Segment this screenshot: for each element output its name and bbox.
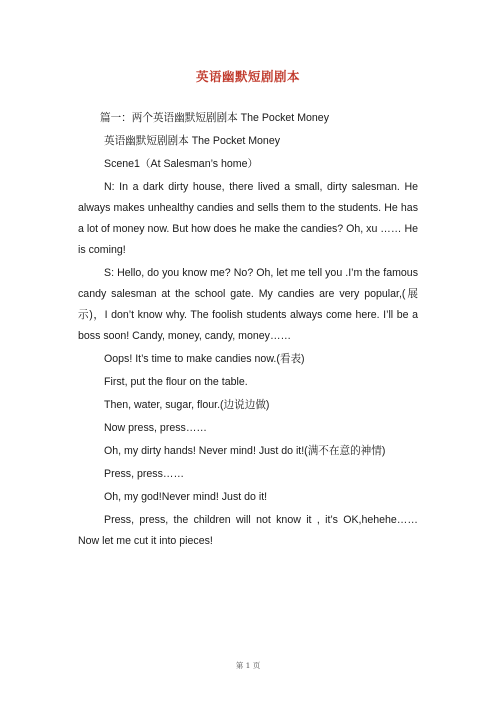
paragraph-line: Oh, my dirty hands! Never mind! Just do it!(满不在意的神情) xyxy=(104,445,386,457)
paragraph-line: Oh, my god!Never mind! Just do it! xyxy=(104,491,268,503)
paragraph-line: Then, water, sugar, flour.(边说边做) xyxy=(104,399,270,411)
page-number: 第 1 页 xyxy=(235,661,261,670)
paragraph-line: Oops! It’s time to make candies now.(看表) xyxy=(104,353,305,365)
paragraph-line: Press, press, the children will not know it , it’s OK,hehehe…… Now let me cut it into pieces! xyxy=(78,514,418,547)
document-title: 英语幽默短剧剧本 xyxy=(195,70,300,84)
paragraph-play-title: 英语幽默短剧剧本 The Pocket Money xyxy=(104,135,281,147)
paragraph-salesman-intro: S: Hello, do you know me? No? Oh, let me tell you .I’m the famous candy salesman at the school gate. My candies are very popular,(展示)，I don’t know why. The foolish students always come here. I’ll be a boss soon! Candy, money, candy, money…… xyxy=(78,267,418,342)
paragraph-line: Press, press…… xyxy=(104,468,185,480)
paragraph-scene: Scene1（At Salesman’s home） xyxy=(104,158,259,170)
paragraph-line: Now press, press…… xyxy=(104,422,208,434)
paragraph-narrator: N: In a dark dirty house, there lived a small, dirty salesman. He always makes unhealthy candies and sells them to the students. He has a lot of money now. But how does he make the candies? Oh, xu …… He is coming! xyxy=(78,181,418,256)
paragraph-line: First, put the flour on the table. xyxy=(104,376,248,388)
paragraph-section-heading: 篇一：两个英语幽默短剧剧本 The Pocket Money xyxy=(100,112,329,124)
document-body xyxy=(78,108,418,554)
